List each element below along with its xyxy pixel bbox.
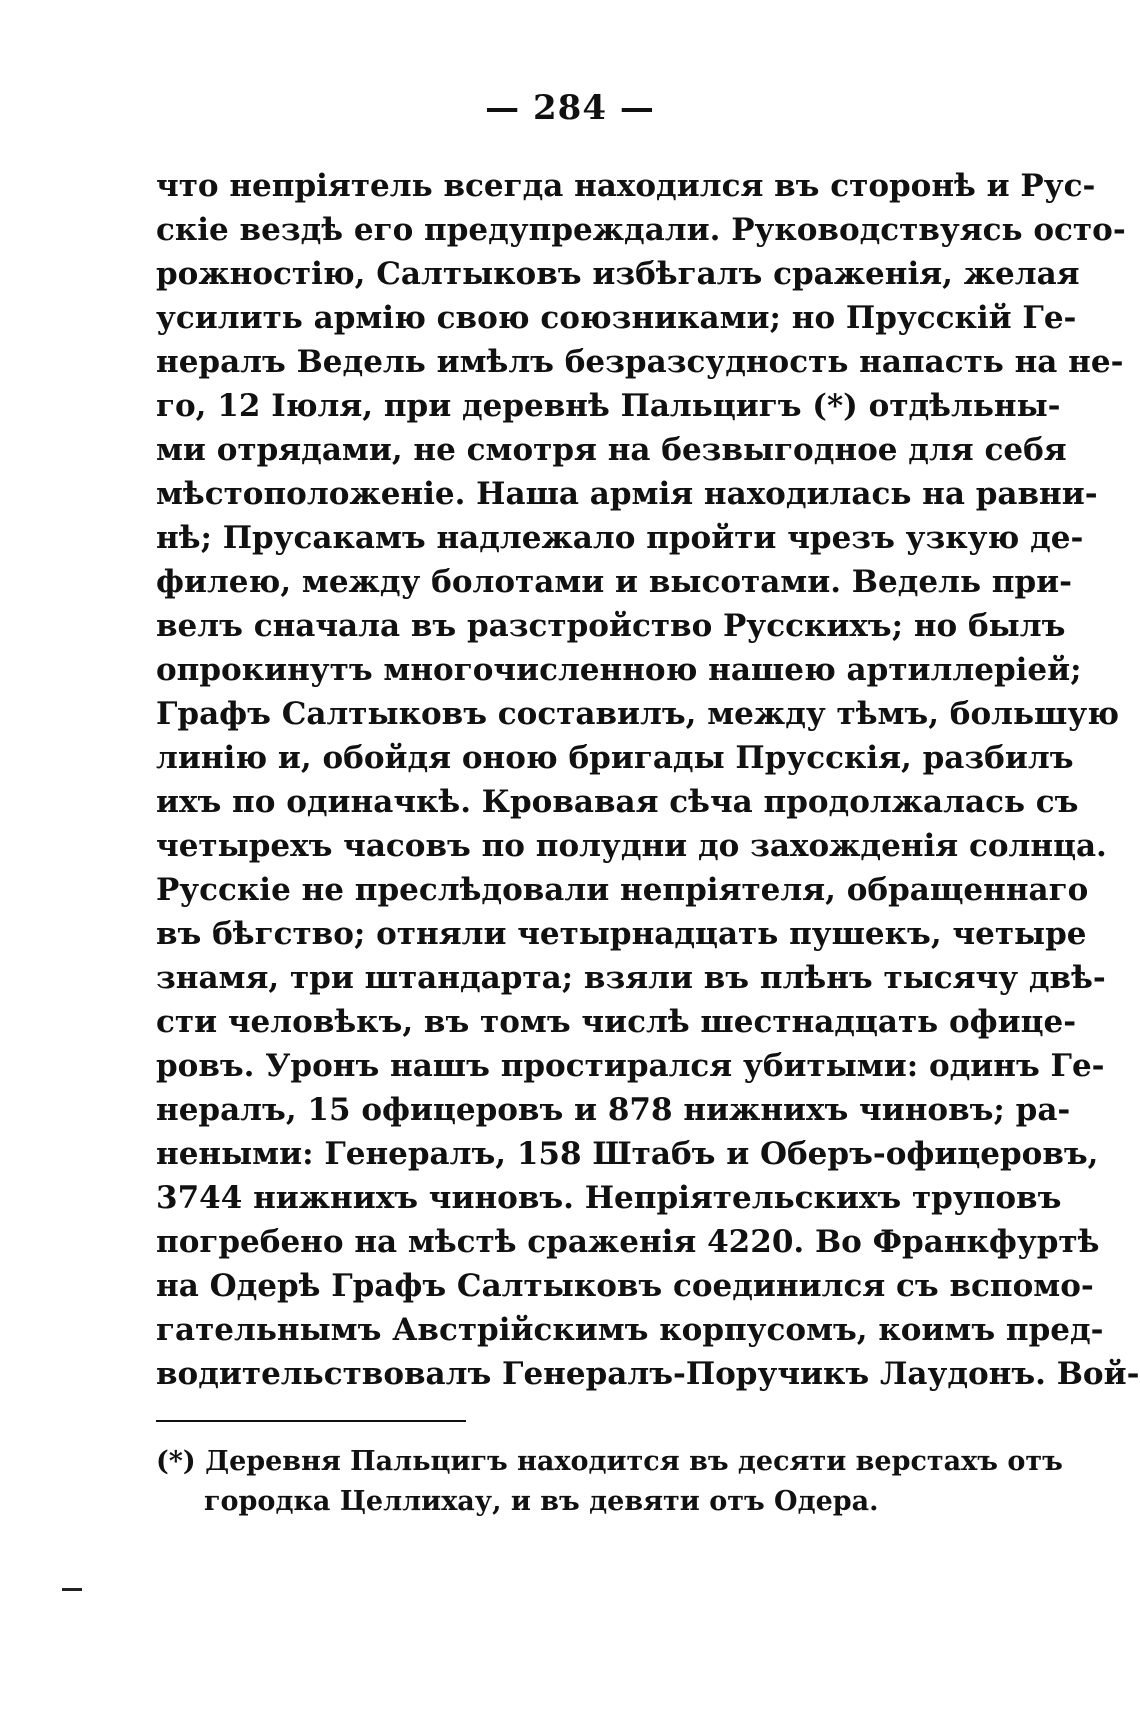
footnote [156, 1442, 1063, 1522]
text-line: велъ сначала въ разстройство Русскихъ; но былъ [156, 608, 1066, 644]
main-text [156, 164, 1140, 1396]
text-line: погребено на мѣстѣ сраженія 4220. Во Франкфуртѣ [156, 1224, 1100, 1260]
text-line: мѣстоположеніе. Наша армія находилась на равни- [156, 476, 1098, 512]
text-line: гательнымъ Австрійскимъ корпусомъ, коимъ пред- [156, 1312, 1104, 1348]
text-line: водительствовалъ Генералъ-Поручикъ Лаудонъ. Вой- [156, 1356, 1140, 1392]
text-line: филею, между болотами и высотами. Ведель при- [156, 564, 1073, 600]
text-line: четырехъ часовъ по полудни до захожденія солнца. [156, 828, 1107, 864]
text-line: въ бѣгство; отняли четырнадцать пушекъ, четыре [156, 916, 1087, 952]
text-line: нералъ, 15 офицеровъ и 878 нижнихъ чиновъ; ра- [156, 1092, 1071, 1128]
text-line: на Одерѣ Графъ Салтыковъ соединился съ вспомо- [156, 1268, 1094, 1304]
print-mark [62, 1588, 82, 1591]
footnote-line: городка Целлихау, и въ девяти отъ Одера. [204, 1486, 879, 1517]
page-number: — 284 — [485, 88, 655, 128]
text-line: усилить армію свою союзниками; но Прусскій Ге- [156, 300, 1077, 336]
footnote-line: (*) Деревня Пальцигъ находится въ десяти верстахъ отъ [156, 1446, 1063, 1477]
text-line: что непріятель всегда находился въ сторонѣ и Рус- [156, 168, 1096, 204]
text-line: скіе вездѣ его предупреждали. Руководствуясь осто- [156, 212, 1126, 248]
text-line: знамя, три штандарта; взяли въ плѣнъ тысячу двѣ- [156, 960, 1106, 996]
text-line: опрокинутъ многочисленною нашею артиллеріей; [156, 652, 1082, 688]
footnote-divider [156, 1420, 466, 1422]
text-line: Русскіе не преслѣдовали непріятеля, обращеннаго [156, 872, 1089, 908]
text-line: ровъ. Уронъ нашъ простирался убитыми: одинъ Ге- [156, 1048, 1105, 1084]
text-line: го, 12 Іюля, при деревнѣ Пальцигъ (*) отдѣльны- [156, 388, 1061, 424]
text-line: нералъ Ведель имѣлъ безразсудность напасть на не- [156, 344, 1124, 380]
text-line: неными: Генералъ, 158 Штабъ и Оберъ-офицеровъ, [156, 1136, 1099, 1172]
text-line: линію и, обойдя оною бригады Прусскія, разбилъ [156, 740, 1074, 776]
text-line: ихъ по одиначкѣ. Кровавая сѣча продолжалась съ [156, 784, 1079, 820]
text-line: рожностію, Салтыковъ избѣгалъ сраженія, желая [156, 256, 1080, 292]
text-line: Графъ Салтыковъ составилъ, между тѣмъ, большую [156, 696, 1119, 732]
text-line: нѣ; Прусакамъ надлежало пройти чрезъ узкую де- [156, 520, 1084, 556]
text-line: сти человѣкъ, въ томъ числѣ шестнадцать офице- [156, 1004, 1077, 1040]
text-line: ми отрядами, не смотря на безвыгодное для себя [156, 432, 1067, 468]
text-line: 3744 нижнихъ чиновъ. Непріятельскихъ труповъ [156, 1180, 1062, 1216]
